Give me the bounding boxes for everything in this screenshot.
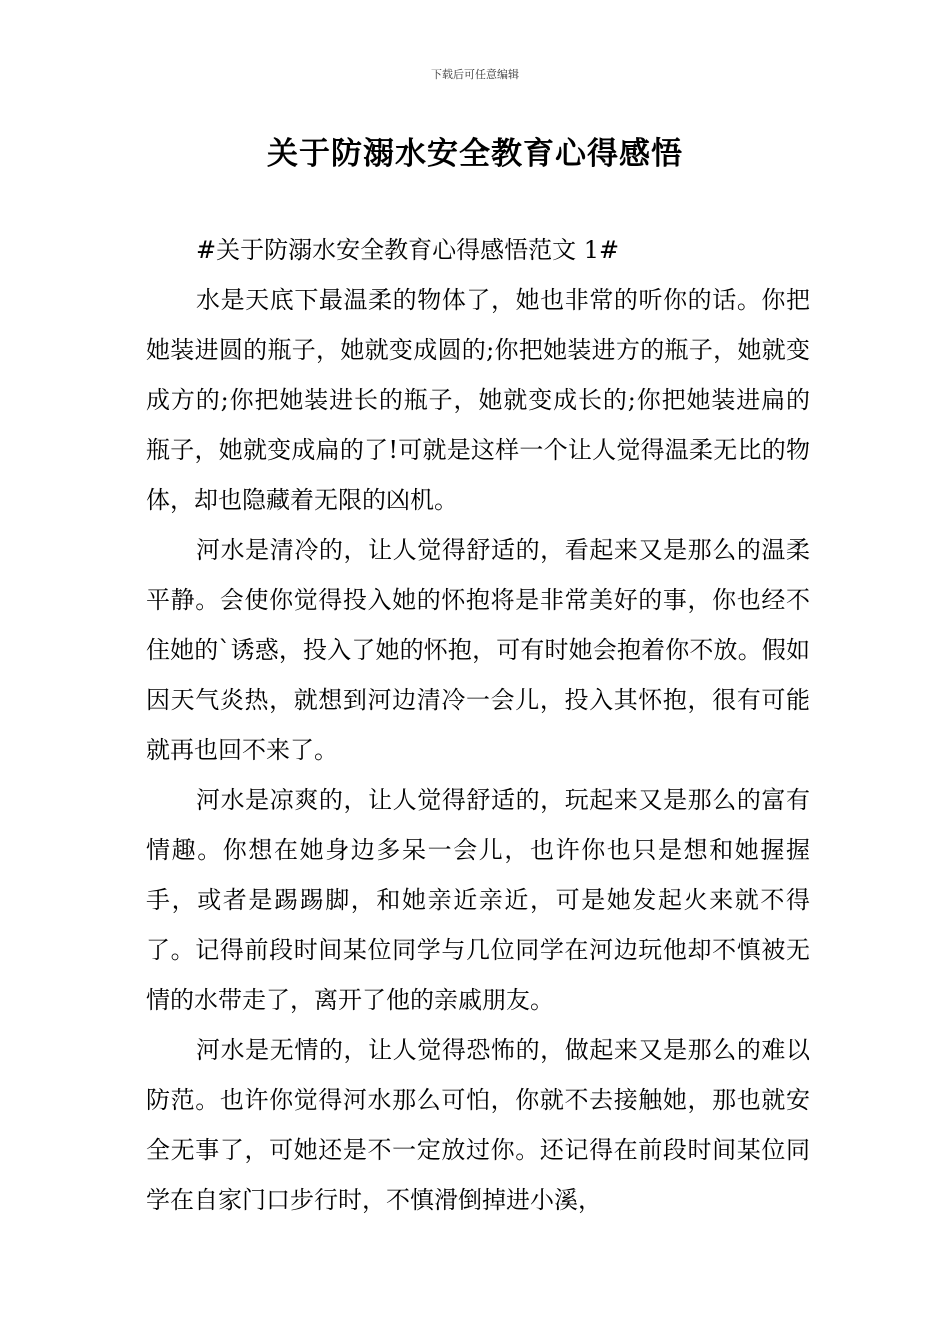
section-subheading: #关于防溺水安全教育心得感悟范文 1# xyxy=(196,236,620,264)
paragraph-4: 河水是无情的，让人觉得恐怖的，做起来又是那么的难以防范。也许你觉得河水那么可怕，你就不去接触她，那也就安全无事了，可她还是不一定放过你。还记得在前段时间某位同学在自家门口步行时，不慎滑倒掉进小溪， xyxy=(146,1036,810,1214)
document-body xyxy=(146,225,810,1225)
paragraph-3: 河水是凉爽的，让人觉得舒适的，玩起来又是那么的富有情趣。你想在她身边多呆一会儿，也许你也只是想和她握握手，或者是踢踢脚，和她亲近亲近，可是她发起火来就不得了。记得前段时间某位同学与几位同学在河边玩他却不慎被无情的水带走了，离开了他的亲戚朋友。 xyxy=(146,786,810,1014)
paragraph-2: 河水是清冷的，让人觉得舒适的，看起来又是那么的温柔平静。会使你觉得投入她的怀抱将是非常美好的事，你也经不住她的`诱惑，投入了她的怀抱，可有时她会抱着你不放。假如因天气炎热，就想到河边清冷一会儿，投入其怀抱，很有可能就再也回不来了。 xyxy=(146,536,810,764)
page-title: 关于防溺水安全教育心得感悟 xyxy=(267,136,683,172)
paragraph-1: 水是天底下最温柔的物体了，她也非常的听你的话。你把她装进圆的瓶子，她就变成圆的;你把她装进方的瓶子，她就变成方的;你把她装进长的瓶子，她就变成长的;你把她装进扁的瓶子，她就变成扁的了!可就是这样一个让人觉得温柔无比的物体，却也隐藏着无限的凶机。 xyxy=(146,286,810,514)
header-note: 下载后可任意编辑 xyxy=(431,68,519,81)
